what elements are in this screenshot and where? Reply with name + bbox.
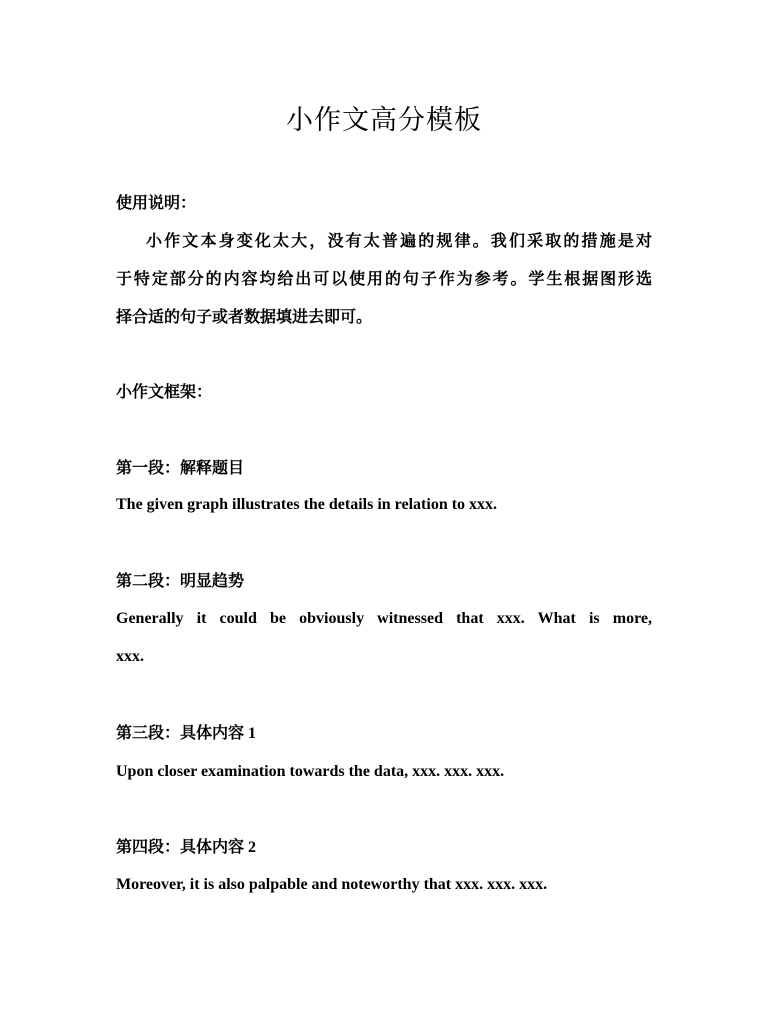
- usage-line-1: 小作文本身变化太大，没有太普遍的规律。我们采取的措施是对: [146, 233, 652, 250]
- section-3-heading: 第三段：具体内容 1: [116, 725, 257, 742]
- page-title: 小作文高分模板: [286, 105, 482, 135]
- usage-heading: 使用说明：: [116, 195, 197, 212]
- section-2-heading: 第二段：明显趋势: [116, 573, 245, 590]
- usage-line-2: 于特定部分的内容均给出可以使用的句子作为参考。学生根据图形选: [116, 271, 652, 288]
- section-1-text: The given graph illustrates the details in relation to xxx.: [116, 496, 498, 513]
- section-4-heading: 第四段：具体内容 2: [116, 839, 257, 856]
- section-4-text: Moreover, it is also palpable and noteworthy that xxx. xxx. xxx.: [116, 876, 548, 893]
- framework-heading: 小作文框架：: [116, 384, 213, 401]
- section-3-text: Upon closer examination towards the data, xxx. xxx. xxx.: [116, 763, 505, 780]
- section-2-text-line-2: xxx.: [116, 648, 144, 665]
- usage-line-3: 择合适的句子或者数据填进去即可。: [116, 309, 373, 326]
- section-2-text-line-1: Generally it could be obviously witnessed that xxx. What is more,: [116, 610, 652, 627]
- section-1-heading: 第一段：解释题目: [116, 460, 245, 477]
